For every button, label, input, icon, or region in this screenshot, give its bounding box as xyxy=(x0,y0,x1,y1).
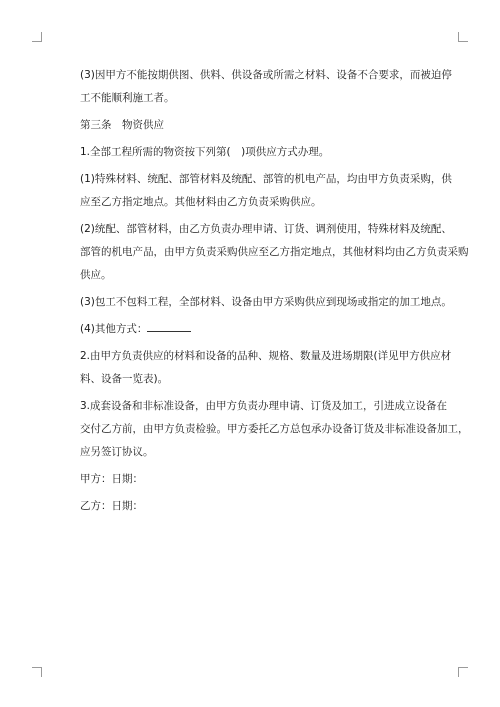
text-line: (3)因甲方不能按期供图、供料、供设备或所需之材料、设备不合要求，而被迫停 xyxy=(80,69,452,81)
text-line: 部管的机电产品，由甲方负责采购供应至乙方指定地点，其他材料均由乙方负责采购 xyxy=(80,246,469,258)
paragraph-option-4 xyxy=(80,318,440,341)
other-method-label: (4)其他方式： xyxy=(80,323,148,335)
text-line: 1.全部工程所需的物资按下列第( )项供应方式办理。 xyxy=(80,146,330,158)
text-line: (1)特殊材料、统配、部管材料及统配、部管的机电产品，均由甲方负责采购，供 xyxy=(80,173,452,185)
paragraph-option-3 xyxy=(80,291,452,314)
text-line: 工不能顺利施工者。 xyxy=(80,92,175,104)
paragraph-option-1 xyxy=(80,168,452,214)
section-heading-text: 第三条 物资供应 xyxy=(80,119,164,131)
signature-party-b xyxy=(80,495,440,518)
text-line: 应另签订协议。 xyxy=(80,446,154,458)
text-line: 2.由甲方负责供应的材料和设备的品种、规格、数量及进场期限(详见甲方供应材 xyxy=(80,350,452,362)
paragraph-option-2 xyxy=(80,218,469,287)
section-heading xyxy=(80,114,440,137)
paragraph-item-2 xyxy=(80,345,452,391)
crop-mark-top-right xyxy=(458,32,468,42)
text-line: 供应。 xyxy=(80,269,112,281)
crop-mark-bottom-right xyxy=(458,667,468,677)
paragraph-clause-3-3 xyxy=(80,64,452,110)
fill-in-blank xyxy=(147,321,191,332)
text-line: 料、设备一览表)。 xyxy=(80,373,169,385)
document-body xyxy=(80,64,469,518)
paragraph-item-3 xyxy=(80,395,469,464)
text-line: 3.成套设备和非标准设备，由甲方负责办理申请、订货及加工，引进成立设备在 xyxy=(80,400,448,412)
text-line: 交付乙方前，由甲方负责检验。甲方委托乙方总包承办设备订货及非标准设备加工， xyxy=(80,423,469,435)
crop-mark-top-left xyxy=(32,32,42,42)
crop-mark-bottom-left xyxy=(32,667,42,677)
paragraph-item-1 xyxy=(80,141,440,164)
text-line: (3)包工不包料工程，全部材料、设备由甲方采购供应到现场或指定的加工地点。 xyxy=(80,296,452,308)
signature-party-a xyxy=(80,468,440,491)
text-line xyxy=(80,318,440,341)
text-line: 应至乙方指定地点。其他材料由乙方负责采购供应。 xyxy=(80,196,322,208)
party-a-date-line: 甲方：日期： xyxy=(80,473,143,485)
party-b-date-line: 乙方：日期： xyxy=(80,500,143,512)
text-line: (2)统配、部管材料，由乙方负责办理申请、订货、调剂使用，特殊材料及统配、 xyxy=(80,223,452,235)
